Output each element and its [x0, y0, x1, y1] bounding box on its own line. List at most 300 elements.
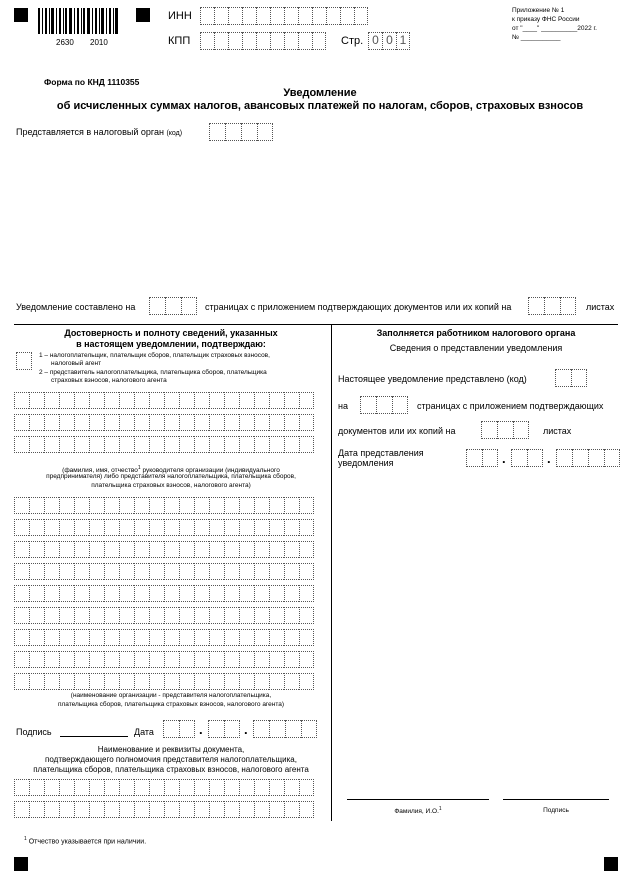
char-cell[interactable]	[209, 779, 224, 796]
char-cell[interactable]	[299, 651, 314, 668]
char-cell[interactable]	[254, 629, 269, 646]
char-cell[interactable]	[29, 414, 44, 431]
char-cell[interactable]	[209, 436, 224, 453]
char-cell[interactable]	[29, 629, 44, 646]
char-cell[interactable]	[224, 651, 239, 668]
char-cell[interactable]	[209, 673, 224, 690]
char-cell[interactable]	[224, 519, 239, 536]
date-year-field[interactable]	[253, 720, 317, 738]
signer-type-field[interactable]	[16, 352, 32, 370]
char-cell[interactable]	[29, 497, 44, 514]
char-cell[interactable]	[59, 497, 74, 514]
char-cell[interactable]	[179, 436, 194, 453]
char-cell[interactable]	[149, 414, 164, 431]
char-cell-row[interactable]	[14, 585, 314, 602]
pages-count-field[interactable]	[149, 297, 197, 315]
char-cell[interactable]	[59, 392, 74, 409]
char-cell[interactable]	[104, 673, 119, 690]
char-cell[interactable]	[89, 651, 104, 668]
char-cell-row[interactable]	[14, 801, 314, 818]
char-cell[interactable]	[89, 607, 104, 624]
char-cell[interactable]	[254, 563, 269, 580]
char-cell[interactable]	[269, 414, 284, 431]
char-cell[interactable]	[284, 779, 299, 796]
char-cell[interactable]	[299, 519, 314, 536]
char-cell[interactable]	[269, 392, 284, 409]
char-cell[interactable]	[239, 436, 254, 453]
char-cell[interactable]	[14, 497, 29, 514]
char-cell[interactable]	[194, 779, 209, 796]
char-cell[interactable]	[299, 673, 314, 690]
char-cell[interactable]	[134, 414, 149, 431]
char-cell[interactable]	[44, 392, 59, 409]
kpp-field[interactable]	[200, 32, 326, 50]
signature-line[interactable]	[60, 736, 128, 737]
char-cell[interactable]	[284, 607, 299, 624]
char-cell[interactable]	[224, 563, 239, 580]
char-cell[interactable]	[89, 585, 104, 602]
char-cell[interactable]	[74, 585, 89, 602]
char-cell[interactable]	[224, 392, 239, 409]
char-cell[interactable]	[134, 651, 149, 668]
char-cell[interactable]	[254, 585, 269, 602]
char-cell[interactable]	[14, 585, 29, 602]
char-cell[interactable]	[29, 673, 44, 690]
char-cell[interactable]	[74, 392, 89, 409]
char-cell[interactable]	[89, 414, 104, 431]
char-cell[interactable]	[74, 563, 89, 580]
char-cell[interactable]	[134, 541, 149, 558]
char-cell[interactable]	[14, 563, 29, 580]
char-cell[interactable]	[194, 414, 209, 431]
char-cell[interactable]	[269, 497, 284, 514]
char-cell[interactable]	[119, 585, 134, 602]
fio-line[interactable]	[347, 799, 489, 800]
char-cell[interactable]	[269, 779, 284, 796]
char-cell[interactable]	[179, 585, 194, 602]
char-cell[interactable]	[164, 585, 179, 602]
char-cell[interactable]	[44, 629, 59, 646]
right-date-month-field[interactable]	[511, 449, 543, 467]
char-cell-row[interactable]	[14, 563, 314, 580]
char-cell[interactable]	[179, 497, 194, 514]
char-cell[interactable]	[59, 519, 74, 536]
char-cell[interactable]	[29, 519, 44, 536]
char-cell[interactable]	[74, 436, 89, 453]
char-cell[interactable]	[59, 801, 74, 818]
char-cell[interactable]	[299, 585, 314, 602]
char-cell[interactable]	[14, 651, 29, 668]
sheets-count-field[interactable]	[528, 297, 576, 315]
char-cell[interactable]	[284, 392, 299, 409]
char-cell[interactable]	[209, 414, 224, 431]
char-cell[interactable]	[14, 607, 29, 624]
char-cell[interactable]	[224, 629, 239, 646]
char-cell[interactable]	[164, 673, 179, 690]
char-cell[interactable]	[254, 392, 269, 409]
char-cell[interactable]	[29, 392, 44, 409]
char-cell[interactable]	[44, 801, 59, 818]
char-cell[interactable]	[284, 673, 299, 690]
char-cell[interactable]	[239, 563, 254, 580]
char-cell[interactable]	[254, 673, 269, 690]
char-cell[interactable]	[44, 563, 59, 580]
char-cell-row[interactable]	[14, 414, 314, 431]
char-cell[interactable]	[299, 414, 314, 431]
tax-authority-code-field[interactable]	[209, 123, 273, 141]
char-cell[interactable]	[149, 629, 164, 646]
char-cell[interactable]	[299, 779, 314, 796]
char-cell[interactable]	[149, 607, 164, 624]
char-cell[interactable]	[179, 414, 194, 431]
char-cell[interactable]	[179, 519, 194, 536]
char-cell[interactable]	[89, 673, 104, 690]
char-cell[interactable]	[89, 629, 104, 646]
char-cell[interactable]	[194, 519, 209, 536]
char-cell[interactable]	[239, 541, 254, 558]
char-cell[interactable]	[269, 519, 284, 536]
char-cell[interactable]	[209, 585, 224, 602]
char-cell[interactable]	[269, 629, 284, 646]
char-cell[interactable]	[119, 519, 134, 536]
char-cell[interactable]	[224, 541, 239, 558]
char-cell[interactable]	[194, 607, 209, 624]
char-cell[interactable]	[239, 607, 254, 624]
char-cell[interactable]	[134, 497, 149, 514]
char-cell[interactable]	[179, 673, 194, 690]
char-cell[interactable]	[269, 563, 284, 580]
right-sheets-field[interactable]	[481, 421, 529, 439]
char-cell[interactable]	[299, 541, 314, 558]
date-day-field[interactable]	[163, 720, 195, 738]
char-cell[interactable]	[179, 801, 194, 818]
char-cell[interactable]	[89, 497, 104, 514]
char-cell[interactable]	[149, 497, 164, 514]
char-cell[interactable]	[134, 563, 149, 580]
char-cell[interactable]	[209, 629, 224, 646]
char-cell[interactable]	[224, 673, 239, 690]
char-cell[interactable]	[119, 541, 134, 558]
char-cell[interactable]	[254, 541, 269, 558]
char-cell[interactable]	[239, 629, 254, 646]
char-cell[interactable]	[89, 519, 104, 536]
char-cell[interactable]	[104, 585, 119, 602]
char-cell[interactable]	[29, 607, 44, 624]
char-cell[interactable]	[239, 392, 254, 409]
char-cell[interactable]	[299, 563, 314, 580]
char-cell[interactable]	[299, 801, 314, 818]
char-cell[interactable]	[179, 607, 194, 624]
char-cell[interactable]	[164, 497, 179, 514]
char-cell[interactable]	[14, 801, 29, 818]
char-cell[interactable]	[269, 436, 284, 453]
char-cell[interactable]	[239, 801, 254, 818]
char-cell[interactable]	[149, 779, 164, 796]
char-cell[interactable]	[44, 779, 59, 796]
char-cell[interactable]	[134, 436, 149, 453]
char-cell[interactable]	[239, 673, 254, 690]
char-cell[interactable]	[44, 436, 59, 453]
char-cell[interactable]	[194, 497, 209, 514]
char-cell[interactable]	[74, 651, 89, 668]
char-cell[interactable]	[164, 607, 179, 624]
char-cell[interactable]	[74, 779, 89, 796]
char-cell[interactable]	[224, 801, 239, 818]
char-cell[interactable]	[74, 414, 89, 431]
char-cell[interactable]	[14, 392, 29, 409]
char-cell[interactable]	[104, 607, 119, 624]
char-cell[interactable]	[269, 585, 284, 602]
char-cell[interactable]	[209, 563, 224, 580]
char-cell[interactable]	[149, 563, 164, 580]
char-cell[interactable]	[14, 519, 29, 536]
char-cell-row[interactable]	[14, 392, 314, 409]
char-cell[interactable]	[164, 519, 179, 536]
char-cell[interactable]	[149, 673, 164, 690]
char-cell[interactable]	[119, 497, 134, 514]
char-cell[interactable]	[74, 801, 89, 818]
char-cell[interactable]	[104, 497, 119, 514]
char-cell[interactable]	[239, 651, 254, 668]
char-cell[interactable]	[104, 541, 119, 558]
presented-code-field[interactable]	[555, 369, 587, 387]
char-cell-row[interactable]	[14, 497, 314, 514]
char-cell[interactable]	[269, 607, 284, 624]
char-cell[interactable]	[299, 392, 314, 409]
char-cell-row[interactable]	[14, 436, 314, 453]
char-cell[interactable]	[104, 414, 119, 431]
char-cell[interactable]	[134, 801, 149, 818]
char-cell[interactable]	[179, 629, 194, 646]
char-cell[interactable]	[299, 629, 314, 646]
char-cell[interactable]	[119, 651, 134, 668]
char-cell-row[interactable]	[14, 651, 314, 668]
char-cell[interactable]	[59, 414, 74, 431]
char-cell[interactable]	[134, 673, 149, 690]
char-cell[interactable]	[59, 563, 74, 580]
char-cell[interactable]	[149, 585, 164, 602]
char-cell[interactable]	[29, 563, 44, 580]
char-cell[interactable]	[29, 801, 44, 818]
char-cell[interactable]	[149, 801, 164, 818]
char-cell[interactable]	[59, 541, 74, 558]
char-cell[interactable]	[179, 541, 194, 558]
char-cell[interactable]	[59, 779, 74, 796]
char-cell[interactable]	[104, 779, 119, 796]
char-cell[interactable]	[44, 651, 59, 668]
char-cell-row[interactable]	[14, 779, 314, 796]
char-cell[interactable]	[224, 497, 239, 514]
char-cell[interactable]	[59, 651, 74, 668]
char-cell[interactable]	[89, 392, 104, 409]
char-cell[interactable]	[209, 541, 224, 558]
char-cell[interactable]	[194, 392, 209, 409]
char-cell[interactable]	[59, 673, 74, 690]
char-cell[interactable]	[194, 651, 209, 668]
char-cell[interactable]	[179, 651, 194, 668]
char-cell[interactable]	[134, 779, 149, 796]
char-cell[interactable]	[164, 563, 179, 580]
char-cell[interactable]	[284, 436, 299, 453]
char-cell[interactable]	[224, 607, 239, 624]
char-cell[interactable]	[134, 585, 149, 602]
char-cell[interactable]	[194, 801, 209, 818]
char-cell[interactable]	[164, 629, 179, 646]
char-cell[interactable]	[284, 519, 299, 536]
char-cell[interactable]	[164, 436, 179, 453]
char-cell[interactable]	[194, 563, 209, 580]
char-cell[interactable]	[254, 801, 269, 818]
char-cell[interactable]	[44, 673, 59, 690]
char-cell[interactable]	[164, 779, 179, 796]
char-cell[interactable]	[134, 392, 149, 409]
char-cell[interactable]	[254, 607, 269, 624]
char-cell[interactable]	[134, 519, 149, 536]
char-cell[interactable]	[29, 541, 44, 558]
char-cell[interactable]	[179, 779, 194, 796]
char-cell[interactable]	[44, 541, 59, 558]
char-cell[interactable]	[254, 436, 269, 453]
char-cell[interactable]	[284, 497, 299, 514]
char-cell[interactable]	[119, 414, 134, 431]
char-cell[interactable]	[224, 585, 239, 602]
char-cell[interactable]	[149, 541, 164, 558]
char-cell[interactable]	[74, 607, 89, 624]
char-cell[interactable]	[44, 519, 59, 536]
char-cell[interactable]	[104, 563, 119, 580]
char-cell[interactable]	[254, 497, 269, 514]
char-cell[interactable]	[44, 585, 59, 602]
char-cell[interactable]	[179, 563, 194, 580]
char-cell[interactable]	[119, 801, 134, 818]
char-cell[interactable]	[14, 414, 29, 431]
char-cell[interactable]	[89, 801, 104, 818]
char-cell[interactable]	[89, 563, 104, 580]
char-cell[interactable]	[209, 392, 224, 409]
char-cell-row[interactable]	[14, 519, 314, 536]
char-cell[interactable]	[299, 497, 314, 514]
char-cell[interactable]	[74, 519, 89, 536]
char-cell[interactable]	[74, 673, 89, 690]
char-cell[interactable]	[224, 779, 239, 796]
char-cell[interactable]	[194, 541, 209, 558]
char-cell[interactable]	[119, 607, 134, 624]
char-cell[interactable]	[164, 414, 179, 431]
char-cell[interactable]	[119, 392, 134, 409]
page-number-field[interactable]	[368, 32, 410, 50]
char-cell[interactable]	[164, 392, 179, 409]
char-cell[interactable]	[239, 519, 254, 536]
right-date-year-field[interactable]	[556, 449, 620, 467]
char-cell[interactable]	[164, 651, 179, 668]
char-cell[interactable]	[254, 414, 269, 431]
char-cell[interactable]	[74, 629, 89, 646]
char-cell-row[interactable]	[14, 607, 314, 624]
char-cell[interactable]	[14, 779, 29, 796]
char-cell[interactable]	[284, 585, 299, 602]
inn-field[interactable]	[200, 7, 368, 25]
char-cell[interactable]	[29, 585, 44, 602]
char-cell[interactable]	[224, 436, 239, 453]
char-cell-row[interactable]	[14, 541, 314, 558]
char-cell[interactable]	[14, 541, 29, 558]
char-cell[interactable]	[14, 629, 29, 646]
char-cell[interactable]	[104, 629, 119, 646]
char-cell[interactable]	[269, 801, 284, 818]
char-cell[interactable]	[209, 607, 224, 624]
char-cell[interactable]	[14, 673, 29, 690]
char-cell[interactable]	[269, 541, 284, 558]
char-cell[interactable]	[74, 541, 89, 558]
char-cell[interactable]	[89, 541, 104, 558]
char-cell[interactable]	[239, 585, 254, 602]
char-cell-row[interactable]	[14, 629, 314, 646]
char-cell[interactable]	[89, 436, 104, 453]
char-cell[interactable]	[89, 779, 104, 796]
char-cell[interactable]	[44, 607, 59, 624]
char-cell[interactable]	[149, 436, 164, 453]
char-cell[interactable]	[254, 519, 269, 536]
char-cell[interactable]	[239, 779, 254, 796]
char-cell-row[interactable]	[14, 673, 314, 690]
char-cell[interactable]	[29, 651, 44, 668]
char-cell[interactable]	[104, 651, 119, 668]
char-cell[interactable]	[74, 497, 89, 514]
char-cell[interactable]	[209, 651, 224, 668]
char-cell[interactable]	[119, 673, 134, 690]
char-cell[interactable]	[224, 414, 239, 431]
char-cell[interactable]	[284, 651, 299, 668]
right-date-day-field[interactable]	[466, 449, 498, 467]
char-cell[interactable]	[164, 541, 179, 558]
char-cell[interactable]	[59, 607, 74, 624]
char-cell[interactable]	[209, 497, 224, 514]
char-cell[interactable]	[269, 673, 284, 690]
char-cell[interactable]	[104, 519, 119, 536]
char-cell[interactable]	[284, 801, 299, 818]
char-cell[interactable]	[299, 436, 314, 453]
char-cell[interactable]	[179, 392, 194, 409]
char-cell[interactable]	[59, 436, 74, 453]
char-cell[interactable]	[29, 779, 44, 796]
char-cell[interactable]	[284, 563, 299, 580]
char-cell[interactable]	[239, 414, 254, 431]
char-cell[interactable]	[119, 563, 134, 580]
char-cell[interactable]	[194, 673, 209, 690]
char-cell[interactable]	[134, 629, 149, 646]
date-month-field[interactable]	[208, 720, 240, 738]
char-cell[interactable]	[44, 497, 59, 514]
char-cell[interactable]	[104, 392, 119, 409]
char-cell[interactable]	[104, 801, 119, 818]
char-cell[interactable]	[194, 585, 209, 602]
char-cell[interactable]	[269, 651, 284, 668]
right-pages-field[interactable]	[360, 396, 408, 414]
char-cell[interactable]	[29, 436, 44, 453]
char-cell[interactable]	[134, 607, 149, 624]
char-cell[interactable]	[284, 629, 299, 646]
char-cell[interactable]	[14, 436, 29, 453]
char-cell[interactable]	[44, 414, 59, 431]
char-cell[interactable]	[209, 801, 224, 818]
char-cell[interactable]	[299, 607, 314, 624]
char-cell[interactable]	[164, 801, 179, 818]
char-cell[interactable]	[284, 414, 299, 431]
char-cell[interactable]	[119, 779, 134, 796]
char-cell[interactable]	[284, 541, 299, 558]
inspector-signature-line[interactable]	[503, 799, 609, 800]
char-cell[interactable]	[254, 779, 269, 796]
